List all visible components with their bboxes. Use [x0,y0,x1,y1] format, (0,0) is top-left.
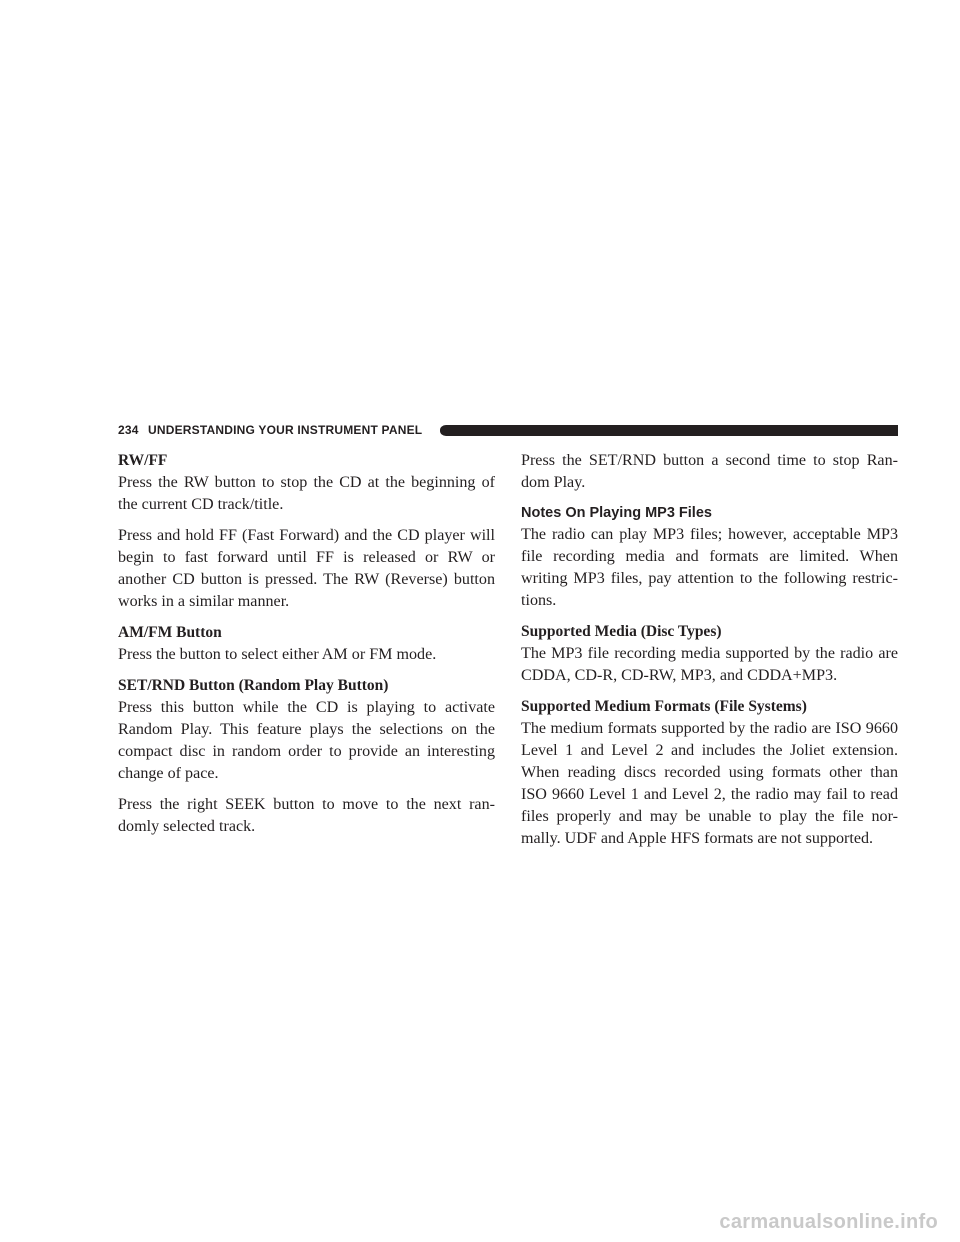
supported-formats-heading: Supported Medium Formats (File Systems) [521,698,807,715]
rwff-paragraph-2: Press and hold FF (Fast Forward) and the CD player will begin to fast forward until FF is released or RW or another CD button is pressed. The RW (Reverse) button works in a similar manner. [118,527,495,610]
supported-media-heading: Supported Media (Disc Types) [521,623,722,640]
rwff-paragraph-1: Press the RW button to stop the CD at the beginning of the current CD track/title. [118,474,495,513]
setrnd-paragraph-2: Press the right SEEK button to move to the next ran-domly selected track. [118,796,495,835]
watermark: carmanualsonline.info [719,1211,938,1233]
supported-formats-paragraph: The medium formats supported by the radio are ISO 9660 Level 1 and Level 2 and includes the Joliet extension. When reading discs recorded using formats other than ISO 9660 Level 1 and Level 2, the radio may fail to read files properly and may be unable to play the file nor-mally. UDF and Apple HFS formats are not supported. [521,720,898,847]
section-title: UNDERSTANDING YOUR INSTRUMENT PANEL [148,423,423,437]
left-column [118,450,495,847]
mp3-heading: Notes On Playing MP3 Files [521,505,712,521]
mp3-paragraph: The radio can play MP3 files; however, acceptable MP3 file recording media and formats are limited. When writing MP3 files, pay attention to the following restric-tions. [521,526,898,609]
header-rule [440,425,898,436]
right-column [521,450,898,859]
setrnd-paragraph-1: Press this button while the CD is playing to activate Random Play. This feature plays the selections on the compact disc in random order to provide an interesting change of pace. [118,699,495,782]
page-header [118,422,898,438]
rwff-heading: RW/FF [118,452,168,469]
page-number: 234 [118,423,139,437]
amfm-paragraph: Press the button to select either AM or FM mode. [118,646,437,663]
supported-media-paragraph: The MP3 file recording media supported by the radio are CDDA, CD-R, CD-RW, MP3, and CDDA+MP3. [521,645,898,684]
setrnd-heading: SET/RND Button (Random Play Button) [118,677,389,694]
amfm-heading: AM/FM Button [118,624,222,641]
random-play-stop-paragraph: Press the SET/RND button a second time to stop Ran-dom Play. [521,452,898,491]
